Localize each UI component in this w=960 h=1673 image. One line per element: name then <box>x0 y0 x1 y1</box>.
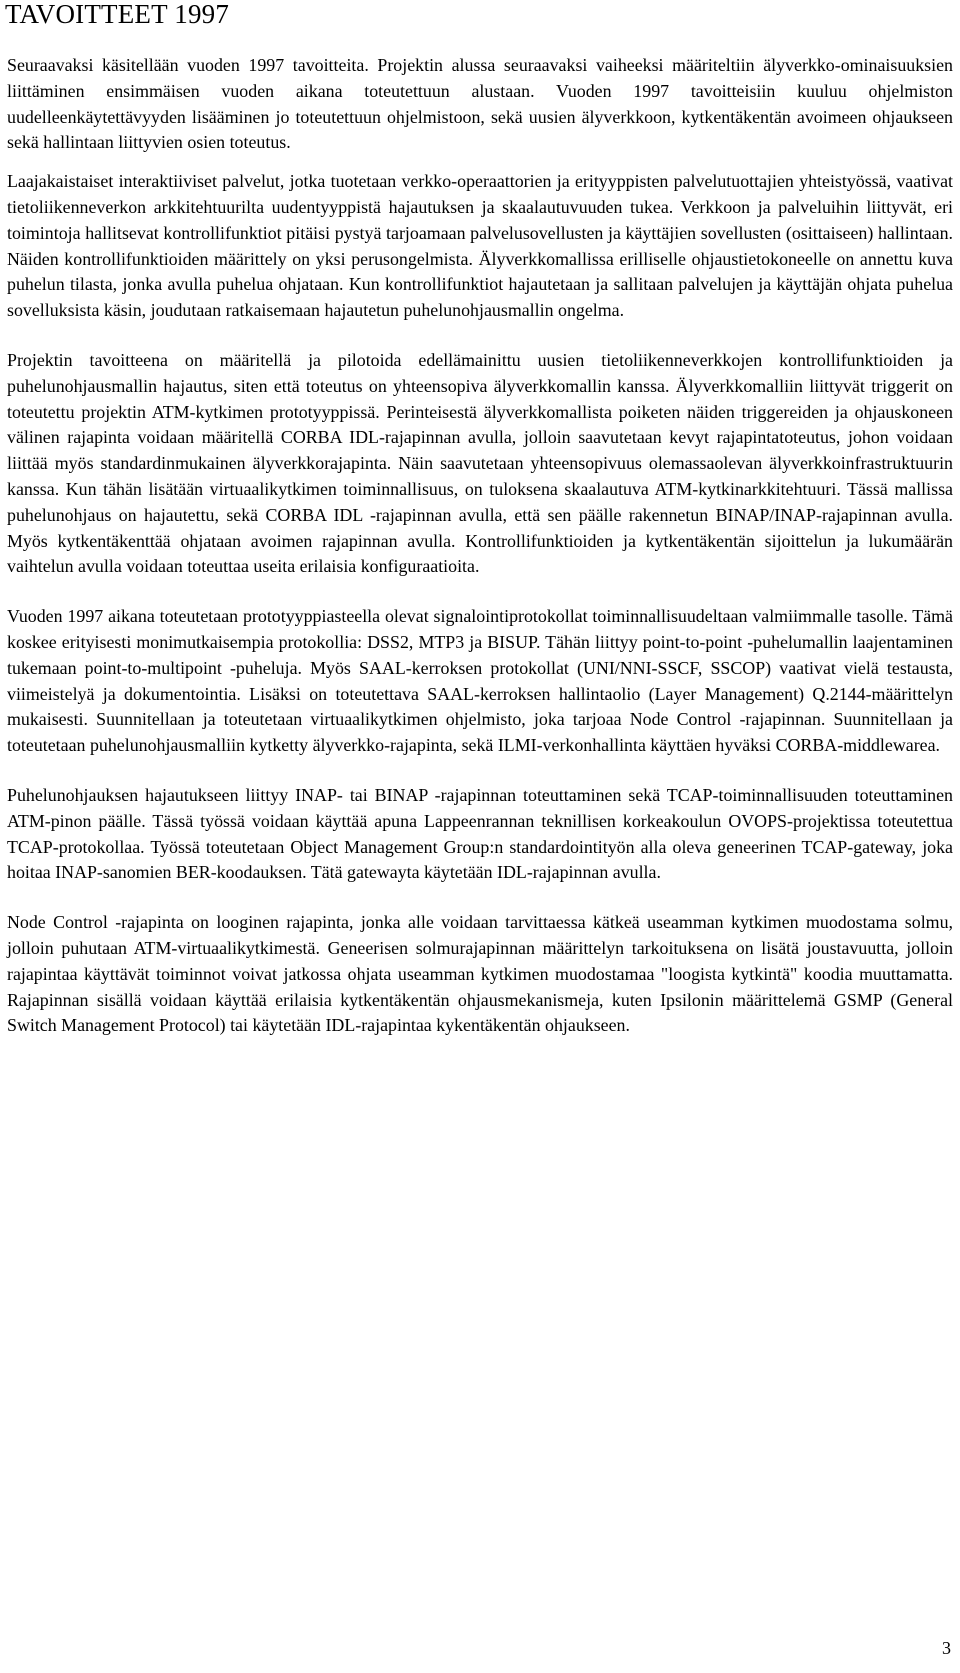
page-number: 3 <box>942 1638 951 1658</box>
paragraph-intro: Seuraavaksi käsitellään vuoden 1997 tavoitteita. Projektin alussa seuraavaksi vaiheeksi määriteltiin älyverkko-ominaisuuksien liittäminen ensimmäisen vuoden aikana toteutettuun alustaan. Vuoden 1997 tavoitteisiin kuuluu ohjelmiston uudelleenkäytettävyyden lisääminen jo toteutettuun ohjelmistoon, sekä uusien älyverkkoon, kytkentäkentän avoimeen ohjaukseen sekä hallintaan liittyvien osien toteutus. <box>7 55 953 153</box>
paragraph-project-goal: Projektin tavoitteena on määritellä ja pilotoida edellämainittu uusien tietoliikenneverkkojen kontrollifunktioiden ja puhelunohjausmallin hajautus, siten että toteutus on yhteensopiva älyverkkomallin kanssa. Älyverkkomalliin liittyvät triggerit on toteutettu projektin ATM-kytkimen prototyyppissä. Perinteisestä älyverkkomallista poiketen näiden triggereiden ja ohjauskoneen välinen rajapinta voidaan määritellä CORBA IDL-rajapinnan avulla, jolloin saavutetaan kevyt rajapintatoteutus, johon voidaan liittää myös standardinmukainen älyverkkorajapinta. Näin saavutetaan yhteensopivuus olemassaolevan älyverkkoinfrastruktuurin kanssa. Kun tähän lisätään virtuaalikytkimen toiminnallisuus, on tuloksena skaalautuva ATM-kytkinarkkitehtuuri. Tässä mallissa puhelunohjaus on hajautettu, sekä CORBA IDL -rajapinnan avulla, että sen päälle rakennetun BINAP/INAP-rajapinnan avulla. Myös kytkentäkenttää ohjataan avoimen rajapinnan avulla. Kontrollifunktioiden ja kytkentäkentän sijoittelun ja lukumäärän vaihtelun avulla voidaan toteuttaa useita erilaisia konfiguraatioita. <box>7 349 953 577</box>
paragraph-signalling-protocols: Vuoden 1997 aikana toteutetaan prototyyppiasteella olevat signalointiprotokollat toiminnallisuudeltaan valmiimmalle tasolle. Tämä koskee erityisesti monimutkaisempia protokollia: DSS2, MTP3 ja BISUP. Tähän liittyy point-to-point -puhelumallin laajentaminen tukemaan point-to-multipoint -puheluja. Myös SAAL-kerroksen protokollat (UNI/NNI-SSCF, SSCOP) vaativat vielä testausta, viimeistelyä ja dokumentointia. Lisäksi on toteutettava SAAL-kerroksen hallintaolio (Layer Management) Q.2144-määrittelyn mukaisesti. Suunnitellaan ja toteutetaan virtuaalikytkimen ohjelmisto, joka tarjoaa Node Control -rajapinnan. Suunnitellaan ja toteutetaan puhelunohjausmalliin kytketty älyverkko-rajapinta, sekä ILMI-verkonhallinta käyttäen hyväksi CORBA-middlewarea. <box>7 606 953 756</box>
paragraph-node-control: Node Control -rajapinta on looginen rajapinta, jonka alle voidaan tarvittaessa kätkeä useamman kytkimen muodostama solmu, jolloin puhutaan ATM-virtuaalikytkimestä. Geneerisen solmurajapinnan määrittelyn tarkoituksena on lisätä joustavuutta, jolloin rajapintaa käyttävät toiminnot voivat jatkossa ohjata useamman kytkimen muodostamaa "loogista kytkintä" koodia muuttamatta. Rajapinnan sisällä voidaan käyttää erilaisia kytkentäkentän ohjausmekanismeja, kuten Ipsilonin määrittelemä GSMP (General Switch Management Protocol) tai käytetään IDL-rajapintaa kykentäkentän ohjaukseen. <box>7 912 953 1036</box>
page-title: TAVOITTEET 1997 <box>5 0 230 29</box>
paragraph-call-control: Puhelunohjauksen hajautukseen liittyy INAP- tai BINAP -rajapinnan toteuttaminen sekä TCAP-toiminnallisuuden toteuttaminen ATM-pinon päälle. Tässä työssä voidaan käyttää apuna Lappeenrannan teknillisen korkeakoulun OVOPS-projektissa toteutettua TCAP-protokollaa. Työssä toteutetaan Object Management Group:n standardointityön alla oleva geneerinen TCAP-gateway, joka hoitaa INAP-sanomien BER-koodauksen. Tätä gatewayta käytetään IDL-rajapinnan avulla. <box>7 784 953 883</box>
paragraph-broadband-services: Laajakaistaiset interaktiiviset palvelut, jotka tuotetaan verkko-operaattorien ja erityyppisten palvelutuottajien yhteistyössä, vaativat tietoliikenneverkon arkkitehtuurilta uudentyyppistä hajautuksen ja skaalautuvuuden tukea. Verkkoon ja palveluihin liittyvät, eri toimintoja hallitsevat kontrollifunktiot pitäisi pystyä tarjoamaan palvelusovellusten ja käyttäjien sovellusten (osittaiseen) hallintaan. Näiden kontrollifunktioiden määrittely on yksi perusongelmista. Älyverkkomallissa erilliselle ohjaustietokoneelle on annettu kuva puhelun tilasta, jonka avulla puhelua ohjataan. Kun kontrollifunktiot hajautetaan ja sallitaan palvelujen ja käyttäjän ohjata puhelua sovelluksista käsin, joudutaan ratkaisemaan hajautetun puhelunohjausmallin ongelma. <box>7 171 953 321</box>
document-body <box>7 53 953 1039</box>
